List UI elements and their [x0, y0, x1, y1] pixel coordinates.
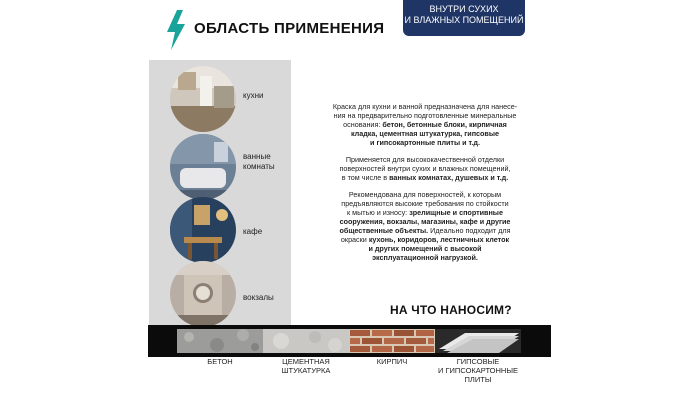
bathroom-photo: [170, 134, 236, 200]
description-paragraph-1: Краска для кухни и ванной предназначена для нанесе- ния на предварительно подготовленные минеральные основания: бетон, бетонные блоки, кирпичная кладка, цементная штукатурка, гипсовые и гипсокартонные плиты и т.д.: [332, 102, 518, 147]
surface-label-brick: КИРПИЧ: [376, 357, 408, 366]
cafe-photo: [170, 197, 236, 263]
station-photo: [170, 261, 236, 327]
surface-label-gypsum: ГИПСОВЫЕ И ГИПСОКАРТОННЫЕ ПЛИТЫ: [438, 357, 518, 384]
lightning-bolt-icon: [165, 10, 187, 50]
description-paragraph-3: Рекомендована для поверхностей, к которым предъявляются высокие требования по стойкости к мытью и износу: зрелищные и спортивные сооружения, вокзалы, магазины, кафе и другие общественные объекты. Идеально подходит для окраски кухонь, коридоров, лестничных клеток и других помещений с высокой эксплуатационной нагрузкой.: [339, 190, 511, 262]
concrete-texture: [177, 329, 263, 353]
gypsum-board-texture: [435, 329, 521, 353]
area-label-bathroom: [243, 152, 275, 172]
area-label-kitchen: кухни: [243, 91, 264, 100]
plaster-texture: [263, 329, 349, 353]
brick-texture: [349, 329, 435, 353]
page-title: ОБЛАСТЬ ПРИМЕНЕНИЯ: [194, 20, 385, 37]
description-paragraph-2: Применяется для высококачественной отделки поверхностей внутри сухих и влажных помещений, в том числе в ванных комнатах, душевых и т.д.: [339, 155, 511, 182]
badge-line-2: И ВЛАЖНЫХ ПОМЕЩЕНИЙ: [404, 15, 524, 25]
description-text: [300, 102, 550, 270]
surface-label-concrete: БЕТОН: [207, 357, 233, 366]
area-label-station: вокзалы: [243, 293, 274, 302]
area-label-bathroom-line1: ванные: [243, 152, 271, 161]
surface-label-plaster: ЦЕМЕНТНАЯ ШТУКАТУРКА: [281, 357, 331, 375]
usage-badge: [403, 0, 525, 36]
badge-line-1: ВНУТРИ СУХИХ: [429, 4, 499, 14]
surfaces-title: НА ЧТО НАНОСИМ?: [390, 303, 512, 317]
area-label-bathroom-line2: комнаты: [243, 162, 275, 171]
kitchen-photo: [170, 66, 236, 132]
area-label-cafe: кафе: [243, 227, 263, 236]
